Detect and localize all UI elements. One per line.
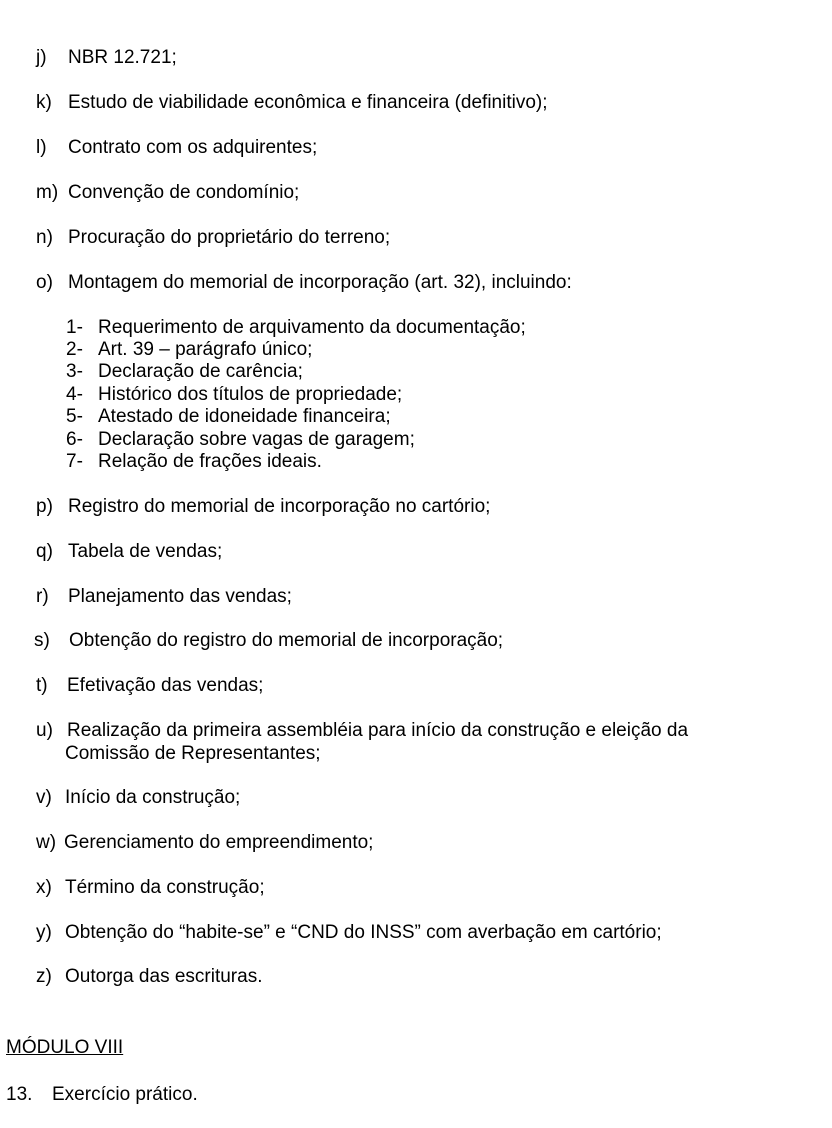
list-item-label: s) xyxy=(34,630,50,651)
list-item: Obtenção do registro do memorial de incorporação; xyxy=(69,630,504,651)
list-item-label: r) xyxy=(36,586,49,607)
sublist-item-label: 2- xyxy=(66,339,83,360)
list-item: Gerenciamento do empreendimento; xyxy=(64,832,374,853)
list-item: Convenção de condomínio; xyxy=(68,182,300,203)
list-item: Montagem do memorial de incorporação (art. 32), incluindo: xyxy=(68,272,572,293)
sublist-item: Declaração de carência; xyxy=(98,361,303,382)
sublist-item: Declaração sobre vagas de garagem; xyxy=(98,429,415,450)
list-item-label: y) xyxy=(36,922,52,943)
list-item: Contrato com os adquirentes; xyxy=(68,137,318,158)
list-item: Procuração do proprietário do terreno; xyxy=(68,227,391,248)
module-heading: MÓDULO VIII xyxy=(6,1037,124,1058)
list-item-continuation: Comissão de Representantes; xyxy=(65,743,321,764)
sublist-item: Art. 39 – parágrafo único; xyxy=(98,339,313,360)
list-item-label: u) xyxy=(36,720,53,741)
list-item-label: n) xyxy=(36,227,53,248)
sublist-item: Requerimento de arquivamento da documentação; xyxy=(98,317,526,338)
list-item: Efetivação das vendas; xyxy=(67,675,264,696)
sublist-item-label: 5- xyxy=(66,406,83,427)
list-item: Outorga das escrituras. xyxy=(65,966,263,987)
list-item-label: m) xyxy=(36,182,59,203)
list-item: Início da construção; xyxy=(65,787,241,808)
list-item-label: l) xyxy=(36,137,47,158)
list-item-label: p) xyxy=(36,496,53,517)
list-item: Planejamento das vendas; xyxy=(68,586,292,607)
list-item: NBR 12.721; xyxy=(68,47,177,68)
list-item-label: x) xyxy=(36,877,52,898)
list-item-label: v) xyxy=(36,787,52,808)
module-item: Exercício prático. xyxy=(52,1084,198,1105)
list-item: Obtenção do “habite-se” e “CND do INSS” com averbação em cartório; xyxy=(65,922,662,943)
sublist-item: Relação de frações ideais. xyxy=(98,451,322,472)
sublist-item-label: 3- xyxy=(66,361,83,382)
list-item-label: t) xyxy=(36,675,48,696)
sublist-item-label: 4- xyxy=(66,384,83,405)
module-item-number: 13. xyxy=(6,1084,33,1105)
list-item-label: z) xyxy=(36,966,52,987)
list-item: Estudo de viabilidade econômica e financeira (definitivo); xyxy=(68,92,548,113)
list-item-label: q) xyxy=(36,541,53,562)
sublist-item-label: 6- xyxy=(66,429,83,450)
list-item-label: o) xyxy=(36,272,53,293)
sublist-item: Histórico dos títulos de propriedade; xyxy=(98,384,403,405)
list-item-label: j) xyxy=(36,47,47,68)
list-item-label: k) xyxy=(36,92,52,113)
list-item: Registro do memorial de incorporação no cartório; xyxy=(68,496,491,517)
list-item: Término da construção; xyxy=(65,877,265,898)
list-item: Tabela de vendas; xyxy=(68,541,223,562)
sublist-item-label: 1- xyxy=(66,317,83,338)
sublist-item-label: 7- xyxy=(66,451,83,472)
list-item-label: w) xyxy=(36,832,57,853)
list-item: Realização da primeira assembléia para início da construção e eleição da xyxy=(67,720,689,741)
sublist-item: Atestado de idoneidade financeira; xyxy=(98,406,391,427)
